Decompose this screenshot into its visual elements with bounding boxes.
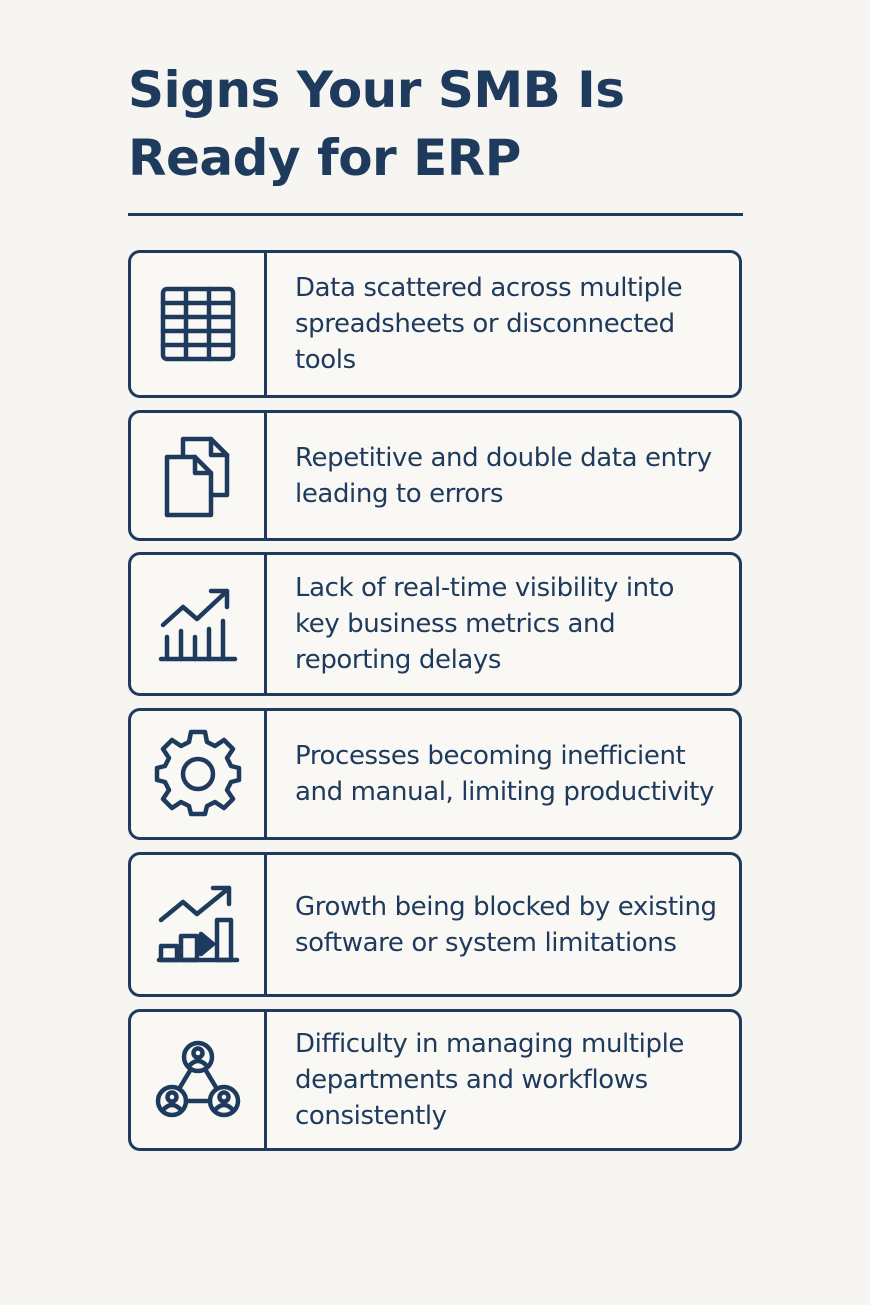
blocked-growth-icon xyxy=(153,880,243,970)
title-divider xyxy=(128,213,743,216)
spreadsheet-icon xyxy=(153,279,243,369)
gear-icon xyxy=(153,729,243,819)
sign-text: Lack of real-time visibility into key business metrics and reporting delays xyxy=(295,573,675,675)
page-title: Signs Your SMB Is Ready for ERP xyxy=(128,61,625,187)
growth-chart-icon xyxy=(153,579,243,669)
sign-card-department-management xyxy=(128,1009,742,1151)
sign-text: Repetitive and double data entry leading to errors xyxy=(295,442,712,509)
sign-text: Processes becoming inefficient and manual, limiting productivity xyxy=(295,741,714,807)
team-network-icon xyxy=(153,1035,243,1125)
sign-card-visibility xyxy=(128,552,742,696)
sign-card-spreadsheets xyxy=(128,250,742,398)
sign-text: Data scattered across multiple spreadsheets or disconnected tools xyxy=(295,273,683,375)
sign-card-inefficient-processes xyxy=(128,708,742,840)
documents-icon xyxy=(153,431,243,521)
sign-text: Difficulty in managing multiple departments and workflows consistently xyxy=(295,1029,685,1131)
sign-card-double-entry xyxy=(128,410,742,541)
sign-card-growth-blocked xyxy=(128,852,742,997)
sign-text: Growth being blocked by existing software or system limitations xyxy=(295,891,717,958)
